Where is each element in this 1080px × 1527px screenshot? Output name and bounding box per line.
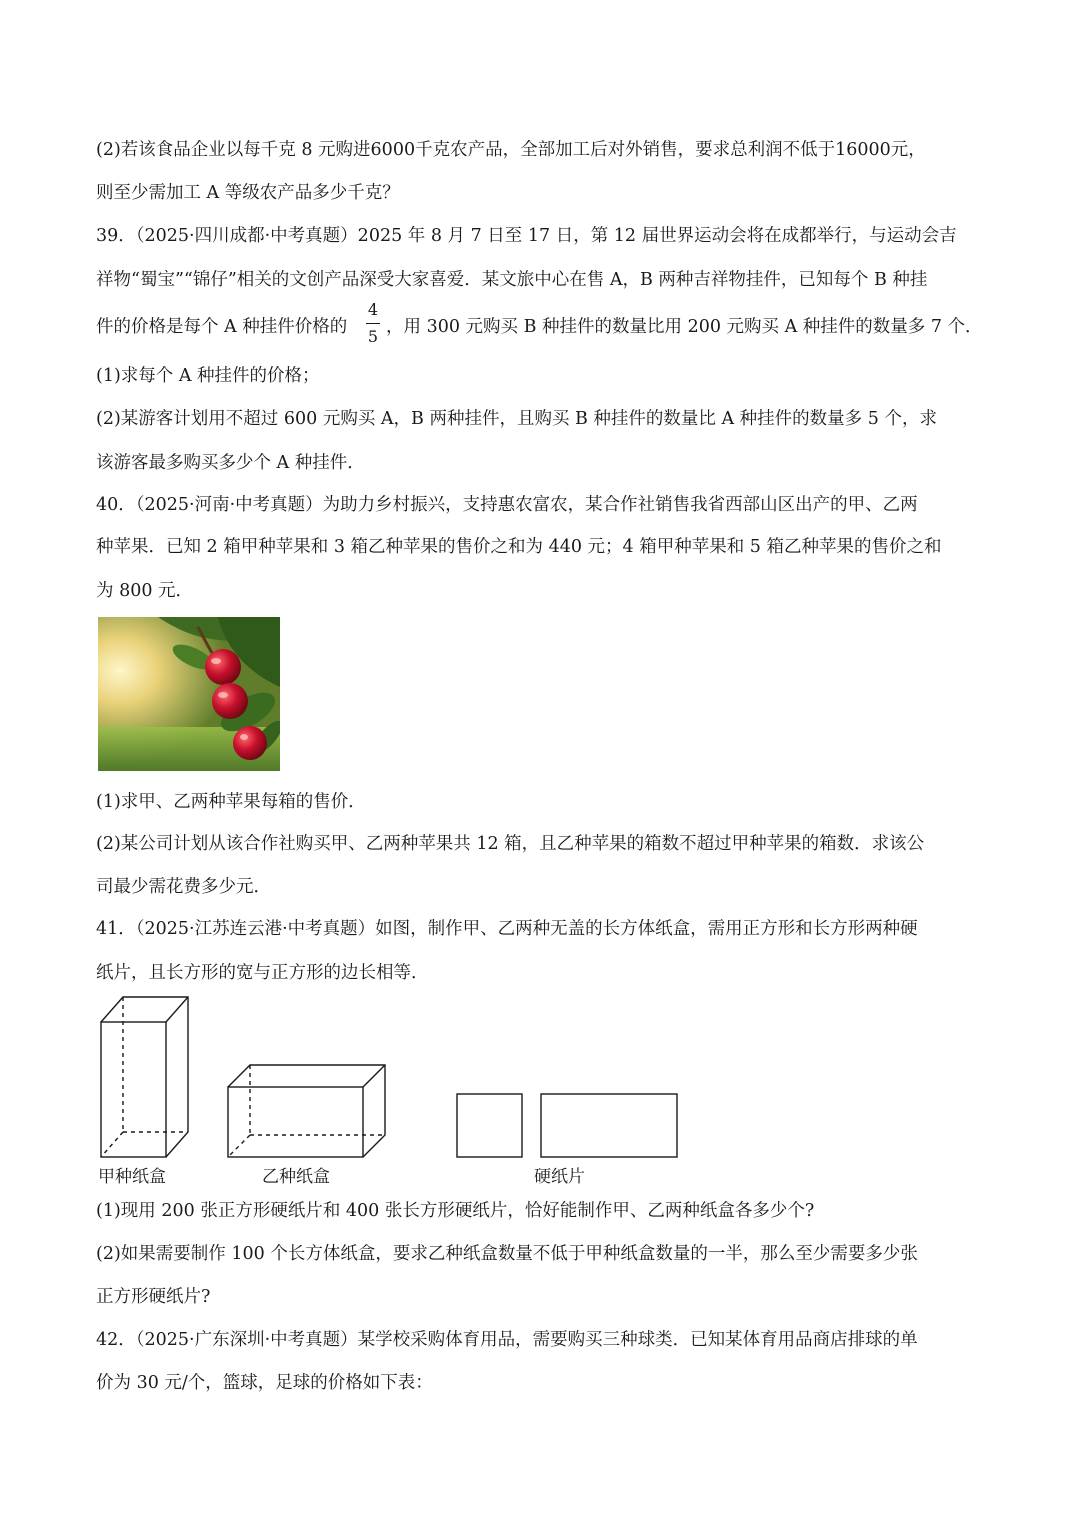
label-cards: 硬纸片: [534, 1167, 585, 1187]
q39-line3-pre: 件的价格是每个 A 种挂件价格的: [96, 317, 348, 337]
apple-top: [205, 649, 241, 685]
q39-part2-line2: 该游客最多购买多少个 A 种挂件．: [96, 453, 365, 473]
fraction-denominator: 5: [367, 327, 379, 346]
apple-photo-illustration: [98, 617, 280, 771]
q39-part2-line1: (2)某游客计划用不超过 600 元购买 A，B 两种挂件，且购买 B 种挂件的数量比 A 种挂件的数量多 5 个，求: [96, 409, 937, 429]
q40-line1: 40．（2025·河南·中考真题）为助力乡村振兴，支持惠农富农，某合作社销售我省西部山区出产的甲、乙两: [96, 495, 918, 515]
fraction-bar: [366, 323, 380, 324]
q39-line3-post: ，用 300 元购买 B 种挂件的数量比用 200 元购买 A 种挂件的数量多 7 个．: [386, 317, 983, 337]
q41-line2: 纸片，且长方形的宽与正方形的边长相等．: [96, 963, 429, 983]
q40-part1: (1)求甲、乙两种苹果每箱的售价．: [96, 792, 366, 812]
paper-box-diagram: [90, 990, 700, 1170]
q38-part2-line1: (2)若该食品企业以每千克 8 元购进6000千克农产品，全部加工后对外销售，要求总利润不低于16000元，: [96, 140, 926, 160]
q39-part1: (1)求每个 A 种挂件的价格；: [96, 366, 320, 386]
square-card: [457, 1094, 522, 1157]
q40-line3: 为 800 元．: [96, 581, 194, 601]
q39-line1: 39．（2025·四川成都·中考真题）2025 年 8 月 7 日至 17 日，第 12 届世界运动会将在成都举行，与运动会吉: [96, 226, 957, 246]
q41-part2-line1: (2)如果需要制作 100 个长方体纸盒，要求乙种纸盒数量不低于甲种纸盒数量的一半，那么至少需要多少张: [96, 1244, 918, 1264]
fraction-numerator: 4: [367, 300, 379, 319]
apple-middle: [212, 683, 248, 719]
q40-part2-line2: 司最少需花费多少元．: [96, 877, 271, 897]
apple-bottom: [233, 726, 267, 760]
q41-part2-line2: 正方形硬纸片?: [96, 1287, 211, 1307]
q42-line1: 42．（2025·广东深圳·中考真题）某学校采购体育用品，需要购买三种球类．已知某体育用品商店排球的单: [96, 1330, 918, 1350]
q39-line2: 祥物“蜀宝”“锦仔”相关的文创产品深受大家喜爱．某文旅中心在售 A，B 两种吉祥物挂件，已知每个 B 种挂: [96, 270, 928, 290]
box-a-drawing: [101, 997, 188, 1157]
q42-line2: 价为 30 元/个，篮球，足球的价格如下表：: [96, 1373, 433, 1393]
q41-part1: (1)现用 200 张正方形硬纸片和 400 张长方形硬纸片，恰好能制作甲、乙两种纸盒各多少个?: [96, 1201, 815, 1221]
apple-tree-photo: [98, 617, 280, 771]
label-box-a: 甲种纸盒: [98, 1167, 166, 1187]
q40-part2-line1: (2)某公司计划从该合作社购买甲、乙两种苹果共 12 箱，且乙种苹果的箱数不超过甲种苹果的箱数．求该公: [96, 834, 925, 854]
rectangle-card: [541, 1094, 677, 1157]
label-box-b: 乙种纸盒: [262, 1167, 330, 1187]
box-b-drawing: [228, 1065, 385, 1157]
q40-line2: 种苹果．已知 2 箱甲种苹果和 3 箱乙种苹果的售价之和为 440 元；4 箱甲种苹果和 5 箱乙种苹果的售价之和: [96, 537, 942, 557]
q41-line1: 41．（2025·江苏连云港·中考真题）如图，制作甲、乙两种无盖的长方体纸盒，需用正方形和长方形两种硬: [96, 919, 918, 939]
q38-part2-line2: 则至少需加工 A 等级农产品多少千克？: [96, 183, 400, 203]
